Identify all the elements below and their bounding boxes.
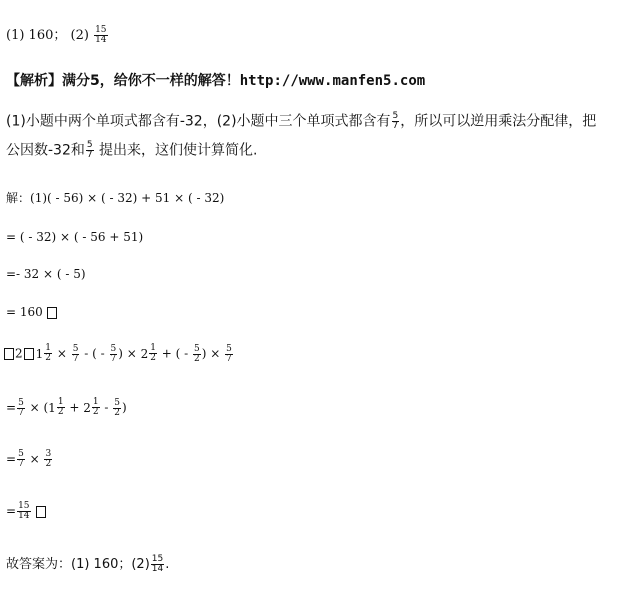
fraction-denominator: 2 <box>57 407 64 417</box>
fraction-denominator: 14 <box>95 35 107 45</box>
whole-part: 1 <box>35 346 44 361</box>
operator: - ( - <box>80 346 109 361</box>
fraction-numerator: 15 <box>95 25 107 35</box>
fraction-numerator: 5 <box>18 397 24 408</box>
answer-fraction <box>94 26 107 45</box>
fraction <box>225 345 233 364</box>
fraction <box>17 399 25 418</box>
explanation-text-d: 提出来，这们使计算简化. <box>94 142 258 159</box>
solution-expression-3: =- 32 × ( - 5) <box>6 267 86 281</box>
operator: + <box>65 400 84 415</box>
fraction-denominator: 2 <box>92 407 99 417</box>
analysis-header <box>6 74 425 88</box>
explanation-fraction <box>392 112 400 131</box>
placeholder-box-icon <box>47 307 57 319</box>
fraction-denominator: 7 <box>72 353 79 364</box>
fraction-denominator: 2 <box>194 353 200 364</box>
fraction <box>193 345 201 364</box>
explanation-line-2 <box>6 141 258 160</box>
fraction-denominator: 7 <box>18 459 24 469</box>
fraction <box>92 398 100 417</box>
fraction-denominator: 14 <box>151 564 164 574</box>
fraction-numerator: 5 <box>18 449 24 459</box>
fraction-numerator: 1 <box>57 397 64 407</box>
solution-part2-step-1 <box>4 344 234 364</box>
fraction-numerator: 5 <box>194 343 200 354</box>
fraction-numerator: 5 <box>110 343 117 354</box>
equals-sign: = <box>6 504 17 518</box>
fraction-numerator: 5 <box>114 397 121 408</box>
placeholder-box-icon <box>36 506 46 518</box>
fraction-denominator: 7 <box>392 121 399 131</box>
fraction <box>17 502 30 521</box>
fraction <box>44 344 52 363</box>
operator: × <box>53 346 71 361</box>
operator: × <box>25 452 44 466</box>
fraction <box>17 450 25 469</box>
analysis-url[interactable]: http://www.manfen5.com <box>239 73 426 89</box>
fraction-numerator: 5 <box>86 140 93 150</box>
answer-part2-prefix: (2) <box>70 28 89 43</box>
fraction-numerator: 15 <box>18 501 30 511</box>
part2-label: 2 <box>15 346 23 361</box>
solution-step-4 <box>6 306 57 319</box>
fraction-numerator: 1 <box>150 343 156 353</box>
fraction-denominator: 2 <box>114 407 121 418</box>
equals-sign: = <box>6 400 17 415</box>
fraction-denominator: 7 <box>86 150 93 160</box>
fraction-numerator: 15 <box>151 554 164 564</box>
fraction-numerator: 5 <box>226 343 232 354</box>
operator: × ( <box>25 400 49 415</box>
fraction <box>113 399 121 418</box>
conclusion-fraction <box>151 555 164 574</box>
whole-part: 1 <box>48 400 56 415</box>
fraction-denominator: 2 <box>45 459 52 469</box>
operator: - <box>100 400 113 415</box>
solution-expression-1: (1)( - 56) × ( - 32) + 51 × ( - 32) <box>30 191 225 205</box>
mixed-number <box>141 344 158 363</box>
conclusion-text: 故答案为：(1) 160；(2) <box>6 557 150 572</box>
mixed-number <box>48 398 65 417</box>
solution-label: 解： <box>6 191 31 205</box>
mixed-number <box>36 344 53 363</box>
solution-part2-step-3 <box>6 450 53 469</box>
answer-part1: (1) 160； <box>6 28 67 43</box>
fraction <box>57 398 65 417</box>
fraction-denominator: 7 <box>18 407 24 418</box>
mixed-number <box>83 398 100 417</box>
explanation-text-c: 公因数-32和 <box>6 142 85 159</box>
fraction-denominator: 2 <box>45 353 52 363</box>
whole-part: 2 <box>140 346 149 361</box>
explanation-text-a: (1)小题中两个单项式都含有-32，(2)小题中三个单项式都含有 <box>6 113 391 130</box>
operator: ) <box>201 346 207 361</box>
fraction-numerator: 1 <box>45 343 52 353</box>
fraction-denominator: 2 <box>150 353 156 363</box>
placeholder-box-icon <box>4 348 14 360</box>
solution-step-2 <box>6 231 143 243</box>
operator: ) <box>122 400 127 415</box>
operator: ) <box>118 346 123 361</box>
conclusion-suffix: . <box>165 557 170 572</box>
placeholder-box-icon <box>24 348 34 360</box>
analysis-tagline: 满分5，给你不一样的解答！ <box>62 73 240 89</box>
fraction-denominator: 7 <box>226 353 232 364</box>
solution-part2-step-2 <box>6 398 127 418</box>
solution-step-3 <box>6 268 86 280</box>
fraction <box>149 344 157 363</box>
operator: + ( - <box>157 346 193 361</box>
explanation-text-b: ，所以可以逆用乘法分配律，把 <box>400 113 597 130</box>
fraction-denominator: 14 <box>18 511 30 521</box>
fraction-denominator: 7 <box>110 353 117 364</box>
operator: × <box>122 346 141 361</box>
solution-step-1 <box>6 192 224 204</box>
analysis-label: 【解析】 <box>6 73 62 89</box>
fraction-numerator: 1 <box>92 397 99 407</box>
fraction-numerator: 5 <box>392 111 399 121</box>
fraction-numerator: 3 <box>45 449 52 459</box>
explanation-line-1 <box>6 112 596 131</box>
fraction <box>44 450 52 469</box>
explanation-fraction-2 <box>86 141 94 160</box>
equals-sign: = <box>6 452 17 466</box>
operator: × <box>206 346 225 361</box>
solution-expression-2: = ( - 32) × ( - 56 + 51) <box>6 230 144 244</box>
conclusion-line <box>6 555 169 574</box>
solution-expression-4: = 160 <box>6 305 43 319</box>
whole-part: 2 <box>83 400 91 415</box>
fraction-numerator: 5 <box>72 343 79 354</box>
answer-summary <box>6 26 109 45</box>
solution-part2-step-4 <box>6 502 46 521</box>
fraction <box>72 345 80 364</box>
fraction <box>110 345 118 364</box>
